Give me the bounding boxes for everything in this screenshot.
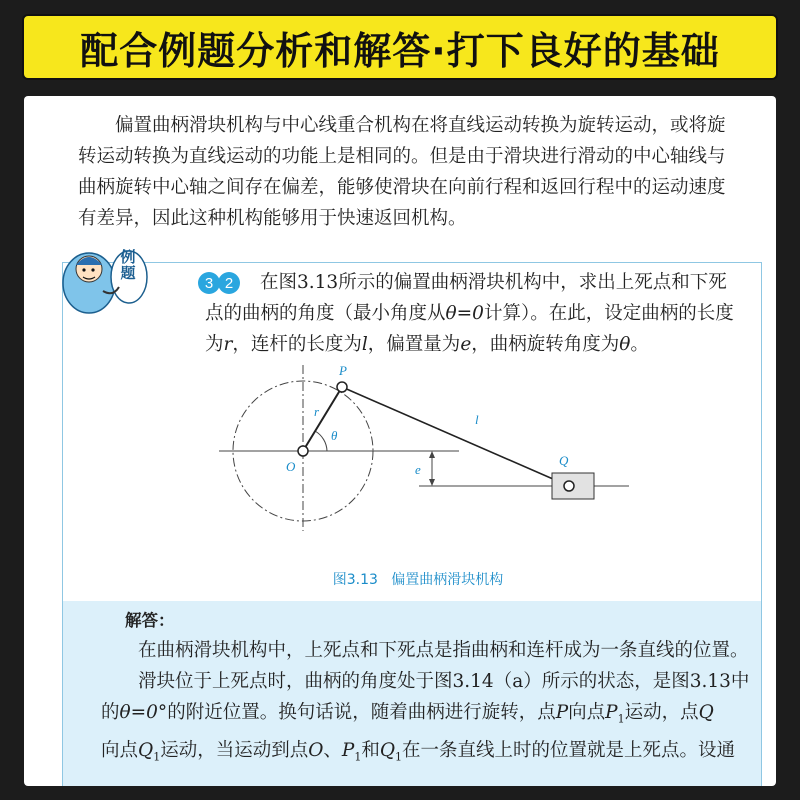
answer-part: 运动，当运动到点	[160, 739, 309, 761]
theta-zero-degree: θ=0°	[119, 702, 168, 723]
pivot-P	[337, 382, 347, 392]
svg-text:3: 3	[204, 275, 214, 292]
point-Q1: Q	[379, 739, 396, 761]
label-O: O	[286, 459, 296, 474]
connecting-rod	[342, 387, 569, 486]
caption-title: 偏置曲柄滑块机构	[391, 572, 504, 588]
point-P1: P	[341, 739, 355, 761]
label-l: l	[475, 412, 479, 427]
question-part: 。	[630, 334, 649, 355]
answer-line	[101, 735, 745, 773]
answer-part: 在一条直线上时的位置就是上死点。设通	[402, 739, 736, 761]
question-part: 在图3.13所示的偏置曲柄滑块机构中，求出上死点和下死点的曲柄的角度（最小角度从	[205, 272, 727, 324]
answer-part: 向点	[568, 702, 606, 723]
question-part: ，曲柄旋转角度为	[471, 334, 620, 355]
theta-zero: θ=0	[445, 303, 484, 324]
mechanism-diagram	[219, 361, 679, 561]
answer-line: 滑块位于上死点时，曲柄的角度处于图3.14（a）所示的状态，是图3.13中	[138, 671, 750, 692]
book-page	[24, 96, 776, 786]
answer-part: 、	[323, 739, 342, 761]
question-part: ，连杆的长度为	[232, 334, 362, 355]
label-P: P	[339, 363, 347, 378]
offset-arrow-head-top	[429, 451, 435, 458]
answer-title: 解答：	[125, 611, 175, 630]
figure-caption	[303, 569, 533, 589]
subscript: 1	[153, 750, 161, 764]
var-r: r	[223, 334, 233, 355]
theta-arc	[315, 431, 327, 451]
label-r: r	[314, 404, 320, 419]
example-box	[62, 248, 762, 786]
subscript: 1	[354, 750, 362, 764]
question-text	[205, 267, 745, 360]
answer-part: 运动，点	[624, 702, 699, 723]
subscript: 1	[617, 712, 625, 726]
intro-paragraph: 偏置曲柄滑块机构与中心线重合机构在将直线运动转换为旋转运动，或将旋转运动转换为直线运动的功能上是相同的。但是由于滑块进行滑动的中心轴线与曲柄旋转中心轴之间存在偏差，能够使滑块在向前行程和返回行程中的运动速度有差异，因此这种机构能够用于快速返回机构。	[78, 115, 726, 229]
question-part: ，偏置量为	[367, 334, 461, 355]
point-P: P	[555, 702, 569, 723]
var-e: e	[460, 334, 472, 355]
point-Q1: Q	[138, 739, 154, 761]
answer-line	[101, 697, 745, 735]
subscript: 1	[395, 750, 403, 764]
header-banner	[22, 14, 778, 80]
answer-text	[101, 635, 750, 772]
label-Q: Q	[559, 453, 569, 468]
point-O: O	[308, 739, 324, 761]
question-part: 计算）。在此，设定曲柄的长度为	[205, 303, 734, 355]
label-theta: θ	[331, 428, 338, 443]
answer-part: 向点	[101, 739, 139, 761]
pivot-O	[298, 446, 308, 456]
answer-part: 的	[101, 702, 120, 723]
answer-section	[63, 601, 761, 786]
point-Q: Q	[698, 702, 714, 723]
answer-part: 的附近位置。换句话说，随着曲柄进行旋转，点	[167, 702, 556, 723]
badge-text: 例题	[120, 248, 136, 282]
example-badge	[114, 249, 142, 281]
banner-title: 配合例题分析和解答·打下良好的基础	[80, 28, 720, 73]
var-l: l	[361, 334, 368, 355]
point-P1: P	[605, 702, 618, 723]
offset-arrow-head-bottom	[429, 479, 435, 486]
answer-line: 在曲柄滑块机构中，上死点和下死点是指曲柄和连杆成为一条直线的位置。	[138, 640, 749, 661]
answer-part: 和	[361, 739, 380, 761]
svg-text:2: 2	[224, 275, 234, 292]
pivot-Q	[564, 481, 574, 491]
var-theta: θ	[619, 334, 631, 355]
label-e: e	[415, 462, 421, 477]
caption-number: 图3.13	[332, 572, 378, 588]
